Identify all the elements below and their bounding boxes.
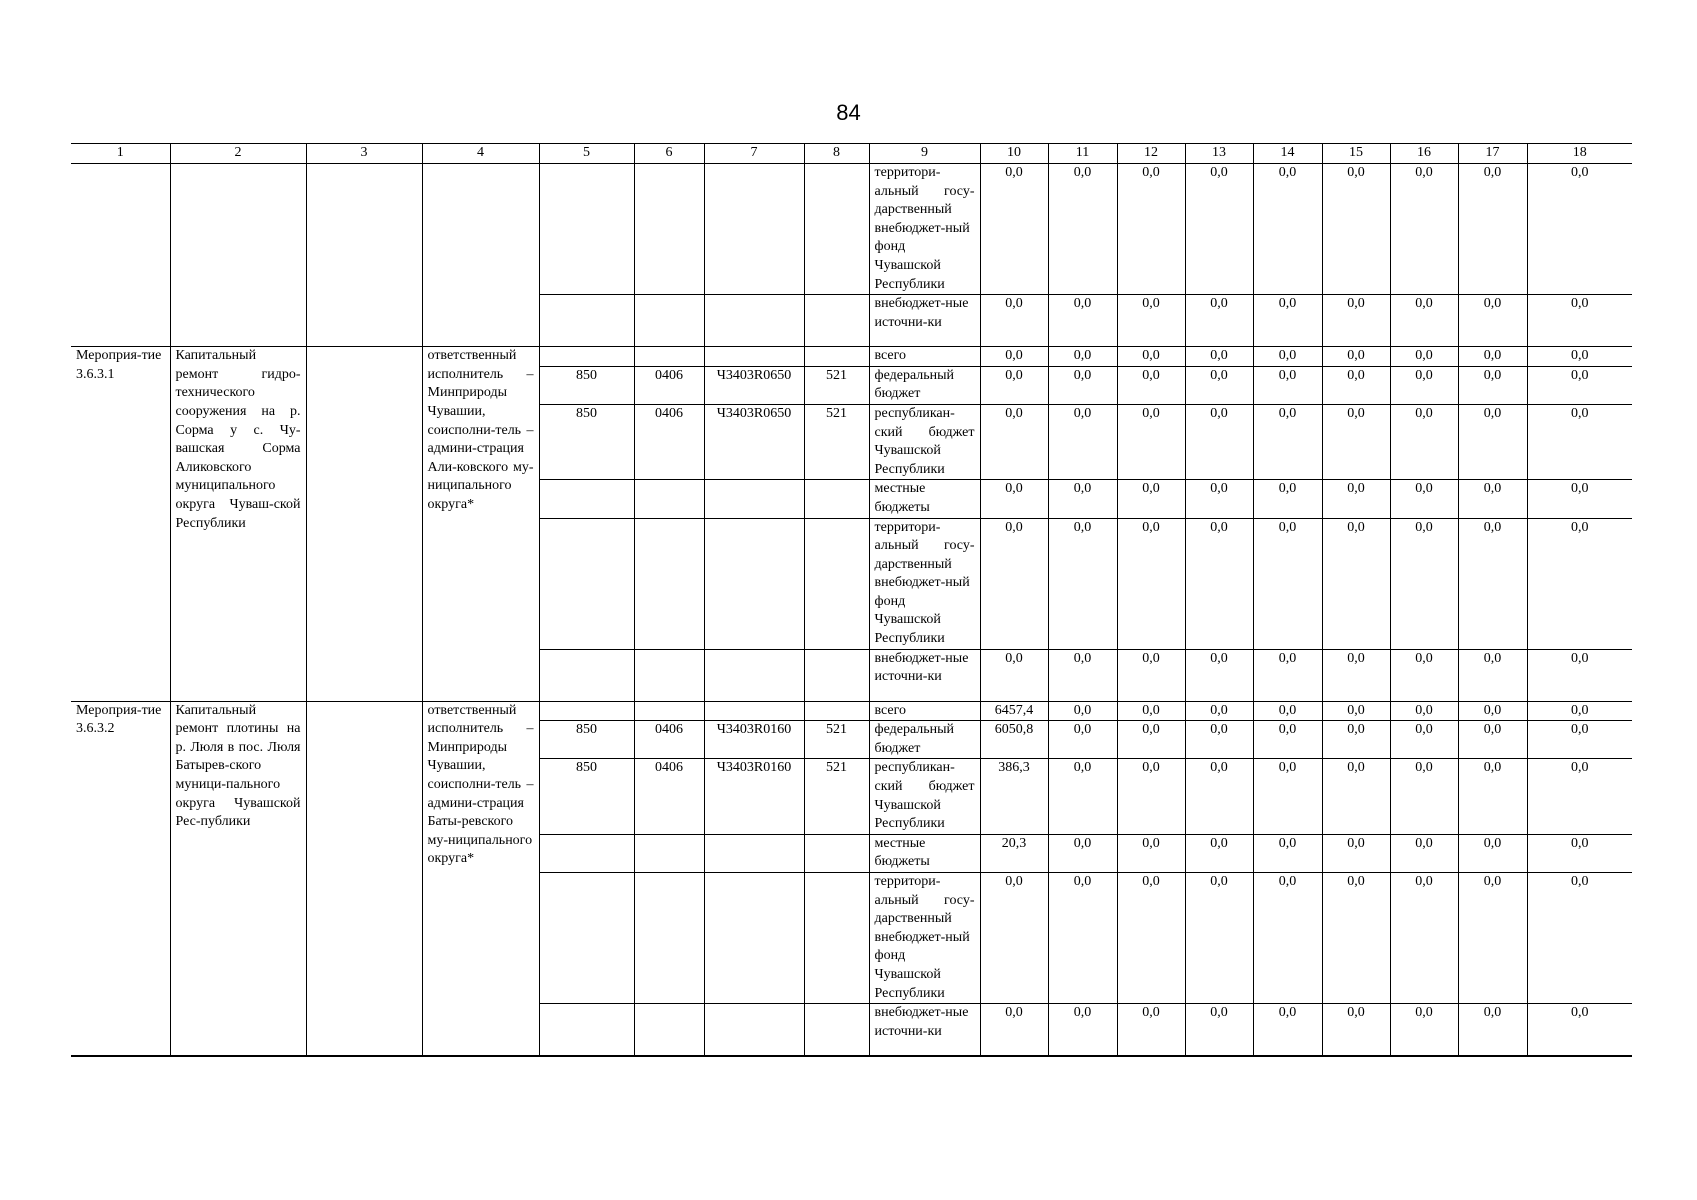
funding-source: всего — [869, 701, 980, 721]
value-cell: 0,0 — [1322, 834, 1390, 872]
value-cell: 0,0 — [1527, 1004, 1632, 1056]
value-cell: 0,0 — [1253, 649, 1322, 701]
code-expense-type — [804, 480, 869, 518]
value-cell: 0,0 — [1253, 347, 1322, 367]
value-cell: 0,0 — [1185, 701, 1253, 721]
col-header: 6 — [634, 144, 704, 164]
value-cell: 0,0 — [1117, 347, 1185, 367]
value-cell: 0,0 — [1117, 164, 1185, 295]
code-expense-type — [804, 701, 869, 721]
table-row — [71, 164, 1632, 295]
value-cell: 0,0 — [1458, 834, 1527, 872]
code-grbs — [539, 834, 634, 872]
funding-source: федеральный бюджет — [869, 721, 980, 759]
value-cell: 0,0 — [1390, 1004, 1458, 1056]
funding-source: внебюджет-ные источни-ки — [869, 649, 980, 701]
value-cell: 0,0 — [1527, 404, 1632, 479]
value-cell: 0,0 — [1527, 295, 1632, 347]
value-cell: 0,0 — [1048, 480, 1117, 518]
cont-col-3 — [306, 164, 422, 347]
code-target-article — [704, 649, 804, 701]
value-cell: 0,0 — [1390, 480, 1458, 518]
code-target-article — [704, 873, 804, 1004]
funding-source: местные бюджеты — [869, 834, 980, 872]
code-target-article — [704, 1004, 804, 1056]
value-cell: 0,0 — [1048, 759, 1117, 834]
value-cell: 0,0 — [1185, 404, 1253, 479]
value-cell: 0,0 — [1048, 404, 1117, 479]
value-cell: 0,0 — [1185, 721, 1253, 759]
value-cell: 0,0 — [1048, 721, 1117, 759]
code-grbs: 850 — [539, 404, 634, 479]
value-cell: 0,0 — [1117, 873, 1185, 1004]
code-col-6 — [634, 295, 704, 347]
column-number-header — [71, 144, 1632, 164]
code-grbs — [539, 701, 634, 721]
code-section: 0406 — [634, 404, 704, 479]
funding-source: внебюджет-ные источни-ки — [869, 295, 980, 347]
value-cell: 0,0 — [1253, 295, 1322, 347]
value-cell: 0,0 — [1117, 834, 1185, 872]
funding-source: территори-альный госу-дарственный внебюджет-ный фонд Чувашской Республики — [869, 873, 980, 1004]
value-cell: 0,0 — [1185, 347, 1253, 367]
col-header: 14 — [1253, 144, 1322, 164]
code-target-article: Ч3403R0160 — [704, 759, 804, 834]
value-cell: 0,0 — [1322, 295, 1390, 347]
code-col-7 — [704, 164, 804, 295]
code-col-5 — [539, 164, 634, 295]
value-cell: 0,0 — [980, 295, 1048, 347]
value-cell: 0,0 — [1253, 480, 1322, 518]
value-cell: 0,0 — [1117, 366, 1185, 404]
code-section — [634, 347, 704, 367]
code-col-8 — [804, 295, 869, 347]
funding-source: территори-альный госу-дарственный внебюджет-ный фонд Чувашской Республики — [869, 518, 980, 649]
value-cell: 0,0 — [1185, 164, 1253, 295]
code-expense-type — [804, 834, 869, 872]
value-cell: 0,0 — [1117, 518, 1185, 649]
col-header: 10 — [980, 144, 1048, 164]
value-cell: 0,0 — [1117, 480, 1185, 518]
value-cell: 0,0 — [1527, 164, 1632, 295]
value-cell: 0,0 — [1185, 759, 1253, 834]
value-cell: 0,0 — [1390, 834, 1458, 872]
value-cell: 0,0 — [1048, 1004, 1117, 1056]
value-cell: 0,0 — [1322, 759, 1390, 834]
value-cell: 0,0 — [1322, 873, 1390, 1004]
value-cell: 0,0 — [1458, 701, 1527, 721]
value-cell: 0,0 — [1253, 701, 1322, 721]
value-cell: 0,0 — [1253, 721, 1322, 759]
value-cell: 0,0 — [1458, 347, 1527, 367]
code-target-article: Ч3403R0650 — [704, 404, 804, 479]
code-grbs: 850 — [539, 366, 634, 404]
measure-code: Мероприя-тие 3.6.3.1 — [71, 347, 170, 702]
code-target-article — [704, 347, 804, 367]
value-cell: 0,0 — [980, 404, 1048, 479]
cont-col-1 — [71, 164, 170, 347]
value-cell: 0,0 — [1048, 518, 1117, 649]
value-cell: 0,0 — [1048, 347, 1117, 367]
value-cell: 0,0 — [1458, 1004, 1527, 1056]
col-header: 8 — [804, 144, 869, 164]
col-header: 4 — [422, 144, 539, 164]
value-cell: 0,0 — [1390, 873, 1458, 1004]
measure-name: Капитальный ремонт плотины на р. Люля в пос. Люля Батырев-ского муници-пального округа Чувашской Рес-публики — [170, 701, 306, 1056]
value-cell: 0,0 — [1322, 366, 1390, 404]
value-cell: 0,0 — [1117, 721, 1185, 759]
cont-col-2 — [170, 164, 306, 347]
code-expense-type — [804, 518, 869, 649]
code-grbs: 850 — [539, 721, 634, 759]
value-cell: 0,0 — [1390, 759, 1458, 834]
measure-executor: ответственный исполнитель – Минприроды Чувашии, соисполни-тель – админи-страция Баты-ревского му-ниципального округа* — [422, 701, 539, 1056]
value-cell: 0,0 — [1458, 480, 1527, 518]
value-cell: 0,0 — [1527, 649, 1632, 701]
code-section — [634, 701, 704, 721]
funding-source: внебюджет-ные источни-ки — [869, 1004, 980, 1056]
code-expense-type — [804, 873, 869, 1004]
value-cell: 0,0 — [1048, 701, 1117, 721]
value-cell: 0,0 — [1253, 1004, 1322, 1056]
value-cell: 0,0 — [1458, 295, 1527, 347]
code-target-article — [704, 480, 804, 518]
value-cell: 0,0 — [1117, 701, 1185, 721]
col-header: 7 — [704, 144, 804, 164]
page-number: 84 — [836, 100, 861, 125]
funding-table — [71, 143, 1632, 1057]
value-cell: 0,0 — [980, 164, 1048, 295]
value-cell: 0,0 — [1117, 404, 1185, 479]
col-header: 18 — [1527, 144, 1632, 164]
code-section — [634, 649, 704, 701]
cont-col-4 — [422, 164, 539, 347]
measure-code: Мероприя-тие 3.6.3.2 — [71, 701, 170, 1056]
measure-executor: ответственный исполнитель – Минприроды Чувашии, соисполни-тель – админи-страция Али-ковского му-ниципального округа* — [422, 347, 539, 702]
code-section — [634, 480, 704, 518]
funding-source: федеральный бюджет — [869, 366, 980, 404]
value-cell: 0,0 — [1527, 347, 1632, 367]
value-cell: 0,0 — [1322, 721, 1390, 759]
value-cell: 0,0 — [1458, 404, 1527, 479]
value-cell: 0,0 — [1048, 295, 1117, 347]
value-cell: 0,0 — [1322, 649, 1390, 701]
measure-col-3 — [306, 701, 422, 1056]
value-cell: 0,0 — [1117, 759, 1185, 834]
value-cell: 20,3 — [980, 834, 1048, 872]
value-cell: 0,0 — [1527, 759, 1632, 834]
value-cell: 0,0 — [1185, 834, 1253, 872]
value-cell: 0,0 — [1390, 404, 1458, 479]
code-target-article — [704, 834, 804, 872]
value-cell: 386,3 — [980, 759, 1048, 834]
code-expense-type: 521 — [804, 404, 869, 479]
value-cell: 0,0 — [1527, 834, 1632, 872]
col-header: 9 — [869, 144, 980, 164]
code-expense-type: 521 — [804, 759, 869, 834]
value-cell: 0,0 — [1390, 649, 1458, 701]
code-grbs — [539, 873, 634, 1004]
value-cell: 0,0 — [1458, 518, 1527, 649]
funding-source: территори-альный госу-дарственный внебюджет-ный фонд Чувашской Республики — [869, 164, 980, 295]
value-cell: 0,0 — [1117, 1004, 1185, 1056]
value-cell: 0,0 — [1458, 873, 1527, 1004]
value-cell: 0,0 — [1185, 518, 1253, 649]
value-cell: 0,0 — [980, 347, 1048, 367]
value-cell: 0,0 — [1390, 295, 1458, 347]
value-cell: 0,0 — [980, 649, 1048, 701]
code-expense-type — [804, 1004, 869, 1056]
code-section — [634, 834, 704, 872]
funding-source: местные бюджеты — [869, 480, 980, 518]
value-cell: 0,0 — [1390, 164, 1458, 295]
value-cell: 0,0 — [1048, 366, 1117, 404]
code-section: 0406 — [634, 759, 704, 834]
funding-source: всего — [869, 347, 980, 367]
value-cell: 0,0 — [1253, 366, 1322, 404]
value-cell: 0,0 — [1322, 164, 1390, 295]
value-cell: 0,0 — [1390, 721, 1458, 759]
value-cell: 0,0 — [1527, 480, 1632, 518]
value-cell: 0,0 — [1458, 649, 1527, 701]
value-cell: 0,0 — [1253, 873, 1322, 1004]
value-cell: 0,0 — [1322, 701, 1390, 721]
code-col-7 — [704, 295, 804, 347]
value-cell: 0,0 — [1253, 834, 1322, 872]
value-cell: 0,0 — [1253, 164, 1322, 295]
value-cell: 0,0 — [1390, 701, 1458, 721]
col-header: 1 — [71, 144, 170, 164]
code-grbs — [539, 1004, 634, 1056]
value-cell: 0,0 — [1253, 518, 1322, 649]
value-cell: 0,0 — [1458, 721, 1527, 759]
value-cell: 0,0 — [1527, 721, 1632, 759]
value-cell: 0,0 — [1185, 480, 1253, 518]
col-header: 11 — [1048, 144, 1117, 164]
value-cell: 0,0 — [1048, 834, 1117, 872]
code-section — [634, 1004, 704, 1056]
value-cell: 0,0 — [1390, 366, 1458, 404]
value-cell: 0,0 — [1253, 759, 1322, 834]
value-cell: 0,0 — [980, 480, 1048, 518]
col-header: 16 — [1390, 144, 1458, 164]
value-cell: 0,0 — [1048, 649, 1117, 701]
value-cell: 0,0 — [1322, 480, 1390, 518]
value-cell: 0,0 — [1322, 347, 1390, 367]
code-section: 0406 — [634, 366, 704, 404]
code-grbs — [539, 518, 634, 649]
value-cell: 0,0 — [1458, 164, 1527, 295]
measure-col-3 — [306, 347, 422, 702]
col-header: 17 — [1458, 144, 1527, 164]
value-cell: 0,0 — [1117, 295, 1185, 347]
code-expense-type: 521 — [804, 366, 869, 404]
value-cell: 6457,4 — [980, 701, 1048, 721]
code-target-article: Ч3403R0160 — [704, 721, 804, 759]
code-target-article: Ч3403R0650 — [704, 366, 804, 404]
value-cell: 0,0 — [1048, 873, 1117, 1004]
value-cell: 0,0 — [1527, 518, 1632, 649]
value-cell: 0,0 — [1527, 366, 1632, 404]
value-cell: 0,0 — [1322, 1004, 1390, 1056]
value-cell: 0,0 — [980, 518, 1048, 649]
value-cell: 0,0 — [1117, 649, 1185, 701]
value-cell: 0,0 — [1322, 404, 1390, 479]
value-cell: 0,0 — [1185, 873, 1253, 1004]
value-cell: 0,0 — [980, 1004, 1048, 1056]
funding-source: республикан-ский бюджет Чувашской Республики — [869, 759, 980, 834]
value-cell: 0,0 — [1527, 701, 1632, 721]
code-target-article — [704, 518, 804, 649]
value-cell: 6050,8 — [980, 721, 1048, 759]
col-header: 15 — [1322, 144, 1390, 164]
code-section — [634, 518, 704, 649]
value-cell: 0,0 — [1458, 759, 1527, 834]
col-header: 3 — [306, 144, 422, 164]
value-cell: 0,0 — [1185, 366, 1253, 404]
value-cell: 0,0 — [1185, 649, 1253, 701]
col-header: 12 — [1117, 144, 1185, 164]
code-grbs — [539, 480, 634, 518]
code-col-6 — [634, 164, 704, 295]
value-cell: 0,0 — [1253, 404, 1322, 479]
code-col-8 — [804, 164, 869, 295]
code-grbs: 850 — [539, 759, 634, 834]
code-section — [634, 873, 704, 1004]
code-expense-type — [804, 649, 869, 701]
value-cell: 0,0 — [980, 873, 1048, 1004]
code-grbs — [539, 649, 634, 701]
code-grbs — [539, 347, 634, 367]
code-expense-type: 521 — [804, 721, 869, 759]
value-cell: 0,0 — [1458, 366, 1527, 404]
col-header: 2 — [170, 144, 306, 164]
col-header: 5 — [539, 144, 634, 164]
table-row — [71, 347, 1632, 367]
code-target-article — [704, 701, 804, 721]
value-cell: 0,0 — [1185, 295, 1253, 347]
table-row — [71, 701, 1632, 721]
col-header: 13 — [1185, 144, 1253, 164]
value-cell: 0,0 — [980, 366, 1048, 404]
value-cell: 0,0 — [1185, 1004, 1253, 1056]
funding-source: республикан-ский бюджет Чувашской Республики — [869, 404, 980, 479]
value-cell: 0,0 — [1390, 518, 1458, 649]
value-cell: 0,0 — [1322, 518, 1390, 649]
value-cell: 0,0 — [1527, 873, 1632, 1004]
code-expense-type — [804, 347, 869, 367]
measure-name: Капитальный ремонт гидро-технического сооружения на р. Сорма у с. Чу-вашская Сорма Аликовского муниципального округа Чуваш-ской Республики — [170, 347, 306, 702]
value-cell: 0,0 — [1048, 164, 1117, 295]
code-section: 0406 — [634, 721, 704, 759]
value-cell: 0,0 — [1390, 347, 1458, 367]
code-col-5 — [539, 295, 634, 347]
